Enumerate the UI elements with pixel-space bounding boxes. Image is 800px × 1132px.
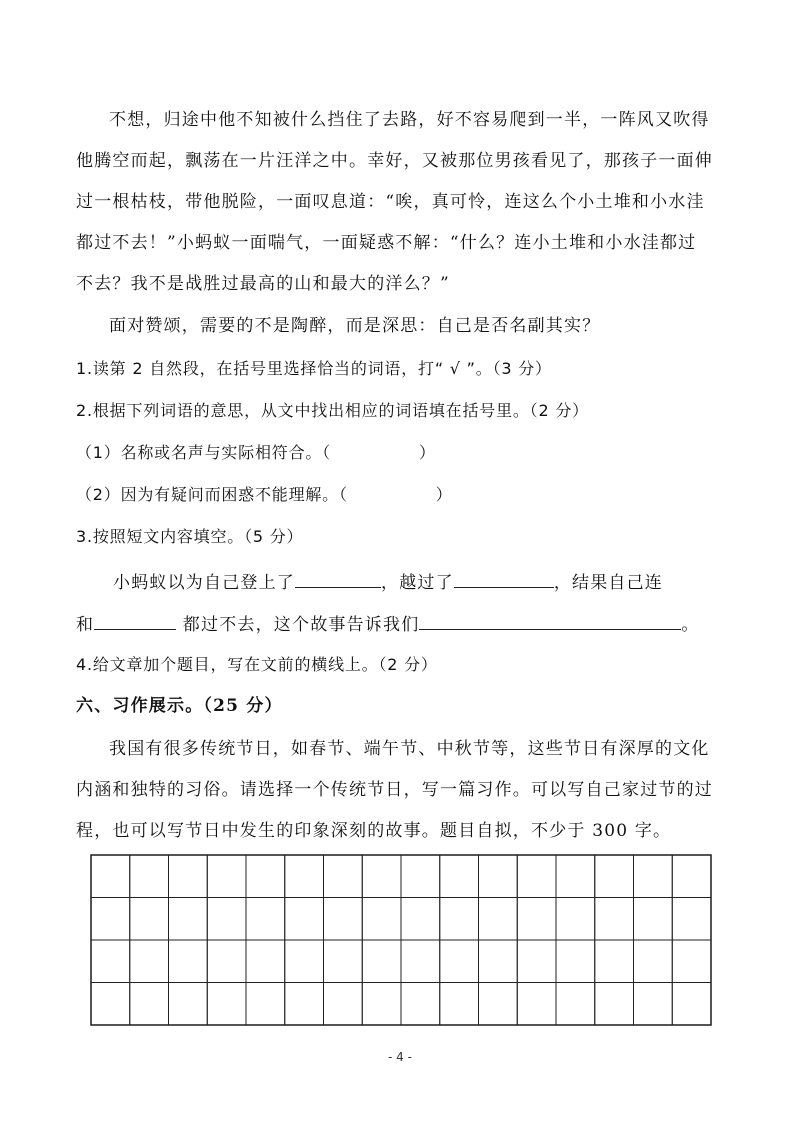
q3-text-e: 都过不去，这个故事告诉我们 [176, 615, 420, 635]
question-4: 4.给文章加个题目，写在文前的横线上。（2 分） [76, 655, 438, 674]
grid-cell[interactable] [130, 855, 169, 898]
grid-cell[interactable] [672, 940, 711, 983]
fill-blank-3[interactable] [94, 611, 176, 630]
question-1: 1.读第 2 自然段，在括号里选择恰当的词语，打“ √ ”。（3 分） [76, 359, 552, 378]
grid-cell[interactable] [362, 983, 401, 1026]
fill-blank-1[interactable] [295, 569, 381, 588]
grid-cell[interactable] [130, 940, 169, 983]
grid-cell[interactable] [91, 983, 130, 1026]
grid-cell[interactable] [672, 983, 711, 1026]
grid-cell[interactable] [595, 898, 634, 941]
grid-cell[interactable] [634, 855, 673, 898]
question-3-line-1 [113, 569, 663, 595]
grid-cell[interactable] [517, 983, 556, 1026]
grid-cell[interactable] [285, 898, 324, 941]
grid-cell[interactable] [634, 940, 673, 983]
q3-text-f: 。 [681, 615, 700, 635]
bracket-close-2: ） [435, 485, 453, 504]
question-2-item-2 [76, 483, 453, 507]
grid-cell[interactable] [207, 898, 246, 941]
grid-cell[interactable] [91, 855, 130, 898]
grid-cell[interactable] [324, 898, 363, 941]
grid-cell[interactable] [285, 855, 324, 898]
question-2-item-1 [76, 441, 436, 465]
q3-text-b: ，越过了 [381, 573, 454, 593]
grid-cell[interactable] [479, 983, 518, 1026]
grid-cell[interactable] [479, 898, 518, 941]
q3-text-a: 小蚂蚁以为自己登上了 [113, 573, 295, 593]
grid-cell[interactable] [169, 855, 208, 898]
fill-blank-2[interactable] [454, 569, 554, 588]
grid-cell[interactable] [595, 855, 634, 898]
grid-cell[interactable] [595, 940, 634, 983]
grid-cell[interactable] [479, 855, 518, 898]
grid-cell[interactable] [401, 983, 440, 1026]
grid-cell[interactable] [556, 983, 595, 1026]
grid-cell[interactable] [130, 983, 169, 1026]
grid-cell[interactable] [324, 855, 363, 898]
grid-cell[interactable] [362, 940, 401, 983]
story-line-1: 不想，归途中他不知被什么挡住了去路，好不容易爬到一半，一阵风又吹得 [109, 110, 710, 130]
grid-cell[interactable] [401, 855, 440, 898]
grid-cell[interactable] [556, 898, 595, 941]
question-2-item-2-text: （2）因为有疑问而困惑不能理解。（ [76, 485, 348, 504]
story-line-4: 都过不去！”小蚂蚁一面喘气，一面疑惑不解：“什么？连小土堆和小水洼都过 [76, 233, 697, 253]
grid-cell[interactable] [672, 855, 711, 898]
q3-text-d: 和 [76, 615, 95, 635]
grid-cell[interactable] [285, 983, 324, 1026]
grid-cell[interactable] [91, 898, 130, 941]
grid-cell[interactable] [91, 940, 130, 983]
section-6-heading: 六、习作展示。（25 分） [76, 696, 283, 716]
grid-cell[interactable] [556, 855, 595, 898]
bracket-close-1: ） [418, 443, 436, 462]
grid-cell[interactable] [246, 983, 285, 1026]
grid-cell[interactable] [440, 983, 479, 1026]
grid-cell[interactable] [517, 855, 556, 898]
question-3: 3.按照短文内容填空。（5 分） [76, 527, 304, 546]
grid-cell[interactable] [362, 898, 401, 941]
grid-cell[interactable] [634, 983, 673, 1026]
grid-cell[interactable] [556, 940, 595, 983]
question-2: 2.根据下列词语的意思，从文中找出相应的词语填在括号里。（2 分） [76, 401, 589, 420]
grid-cell[interactable] [440, 855, 479, 898]
grid-cell[interactable] [169, 940, 208, 983]
grid-cell[interactable] [324, 983, 363, 1026]
grid-cell[interactable] [401, 898, 440, 941]
story-line-2: 他腾空而起，飘荡在一片汪洋之中。幸好，又被那位男孩看见了，那孩子一面伸 [76, 151, 713, 171]
grid-cell[interactable] [207, 983, 246, 1026]
page-number: - 4 - [388, 1050, 412, 1064]
grid-cell[interactable] [246, 898, 285, 941]
grid-cell[interactable] [634, 898, 673, 941]
grid-cell[interactable] [440, 940, 479, 983]
grid-cell[interactable] [672, 898, 711, 941]
grid-cell[interactable] [169, 983, 208, 1026]
grid-cell[interactable] [130, 898, 169, 941]
grid-cell[interactable] [440, 898, 479, 941]
grid-cell[interactable] [517, 898, 556, 941]
grid-cell[interactable] [479, 940, 518, 983]
grid-cell[interactable] [285, 940, 324, 983]
grid-cell[interactable] [595, 983, 634, 1026]
grid-cell[interactable] [207, 940, 246, 983]
grid-cell[interactable] [169, 898, 208, 941]
question-2-item-1-text: （1）名称或名声与实际相符合。（ [76, 443, 331, 462]
question-3-line-2 [76, 611, 700, 637]
writing-grid[interactable] [90, 854, 712, 1026]
section-6-line-3: 程，也可以写节日中发生的印象深刻的故事。题目自拟，不少于 300 字。 [76, 821, 672, 841]
grid-cell[interactable] [362, 855, 401, 898]
grid-cell[interactable] [517, 940, 556, 983]
story-line-5: 不去？我不是战胜过最高的山和最大的洋么？” [76, 274, 450, 294]
section-6-line-2: 内涵和独特的习俗。请选择一个传统节日，写一篇习作。可以写自己家过节的过 [76, 780, 713, 800]
grid-cell[interactable] [324, 940, 363, 983]
story-line-3: 过一根枯枝，带他脱险，一面叹息道：“唉，真可怜，连这么个小土堆和小水洼 [76, 192, 705, 212]
grid-cell[interactable] [246, 855, 285, 898]
q3-text-c: ，结果自己连 [553, 573, 664, 593]
section-6-line-1: 我国有很多传统节日，如春节、端午节、中秋节等，这些节日有深厚的文化 [109, 739, 710, 759]
story-conclusion: 面对赞颂，需要的不是陶醉，而是深思：自己是否名副其实？ [109, 316, 601, 336]
fill-blank-4[interactable] [419, 611, 681, 630]
grid-cell[interactable] [246, 940, 285, 983]
grid-cell[interactable] [401, 940, 440, 983]
grid-cell[interactable] [207, 855, 246, 898]
